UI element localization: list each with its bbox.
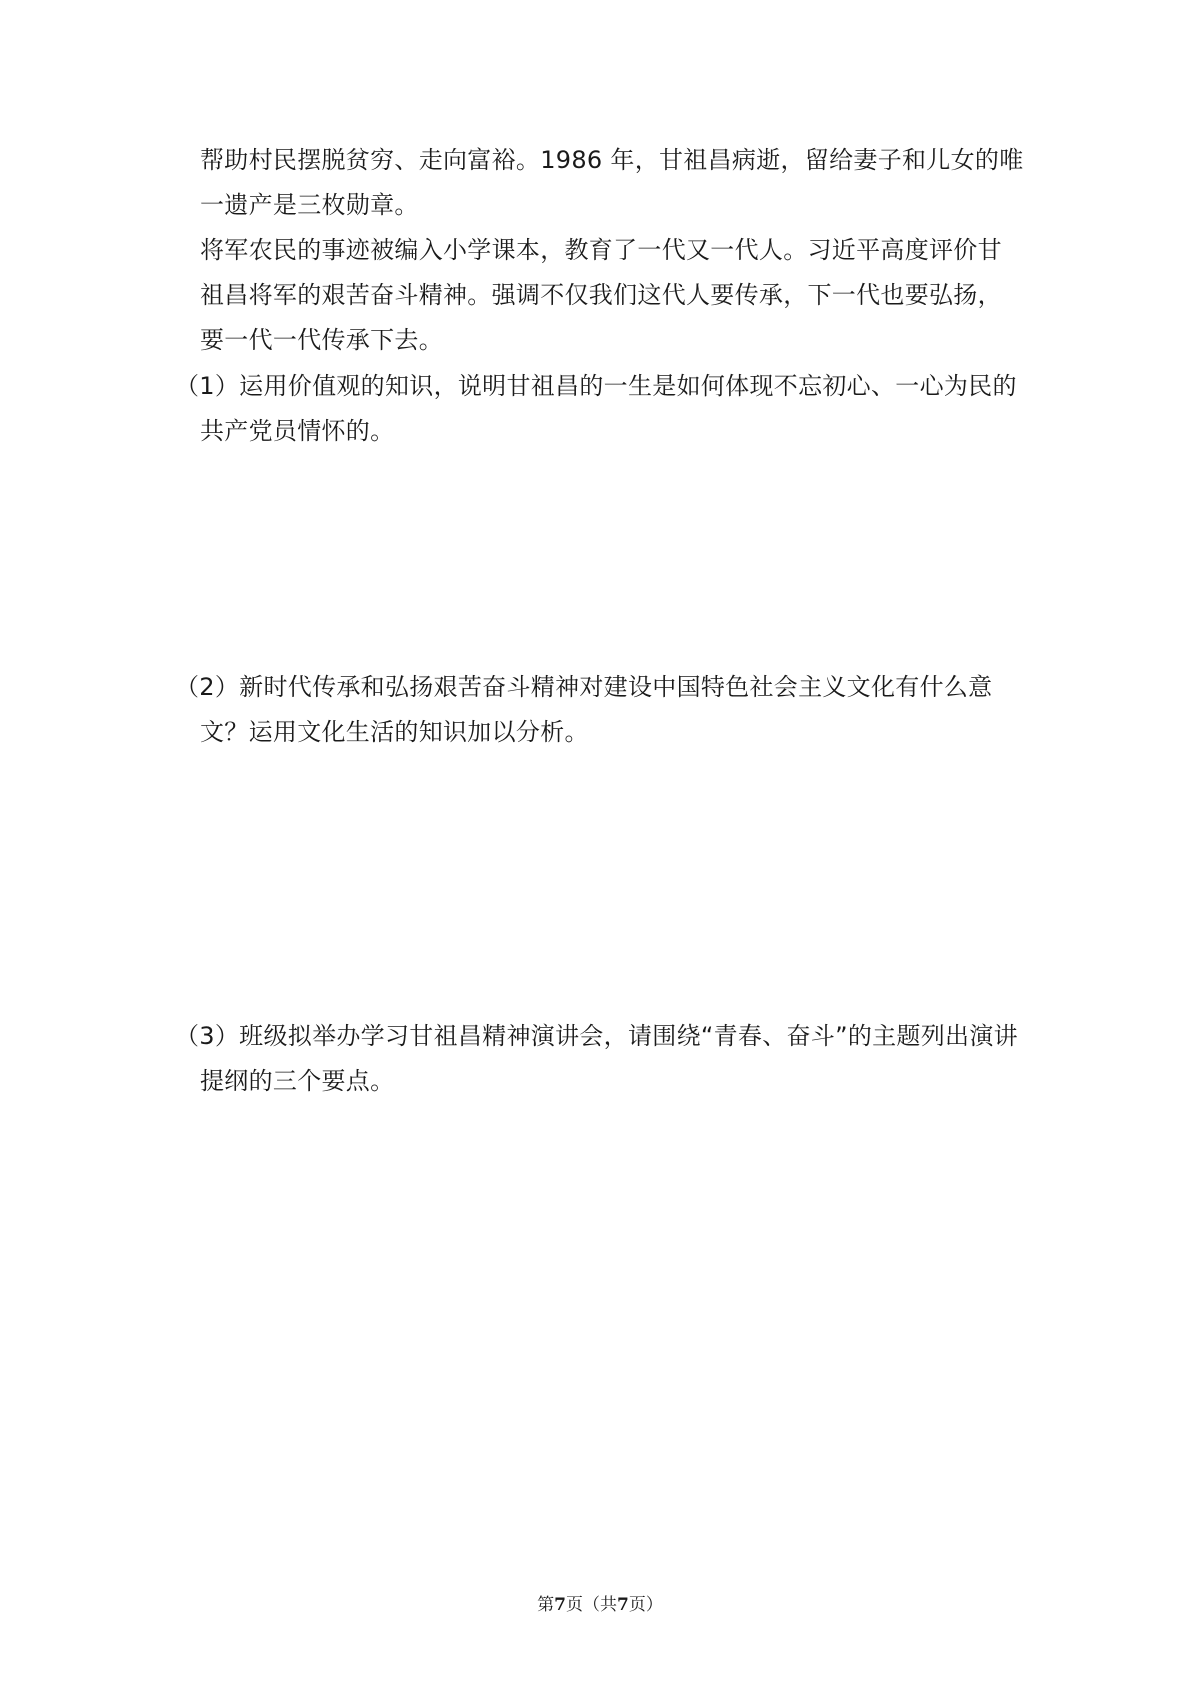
footer-middle: 页（共 [566, 1595, 617, 1615]
footer-page-number: 7 [554, 1595, 566, 1615]
question-2-line-2: 文？运用文化生活的知识加以分析。 [200, 718, 589, 746]
question-3-line-2: 提纲的三个要点。 [200, 1067, 395, 1095]
footer-prefix: 第 [537, 1595, 555, 1615]
footer-total-pages: 7 [617, 1595, 629, 1615]
footer-suffix: 页） [628, 1595, 663, 1615]
intro-line-4: 祖昌将军的艰苦奋斗精神。强调不仅我们这代人要传承，下一代也要弘扬， [200, 281, 1002, 309]
question-3-line-1: （3）班级拟举办学习甘祖昌精神演讲会，请围绕“青春、奋斗”的主题列出演讲 [175, 1022, 1018, 1050]
question-1-line-2: 共产党员情怀的。 [200, 417, 395, 445]
intro-line-3: 将军农民的事迹被编入小学课本，教育了一代又一代人。习近平高度评价甘 [200, 236, 1002, 264]
intro-line-2: 一遗产是三枚勋章。 [200, 191, 419, 219]
intro-line-5: 要一代一代传承下去。 [200, 326, 443, 354]
page-footer [0, 1593, 1200, 1617]
question-1-line-1: （1）运用价值观的知识，说明甘祖昌的一生是如何体现不忘初心、一心为民的 [175, 372, 1017, 400]
question-2-line-1: （2）新时代传承和弘扬艰苦奋斗精神对建设中国特色社会主义文化有什么意 [175, 673, 993, 701]
intro-line-1: 帮助村民摆脱贫穷、走向富裕。1986 年，甘祖昌病逝，留给妻子和儿女的唯 [200, 146, 1024, 174]
